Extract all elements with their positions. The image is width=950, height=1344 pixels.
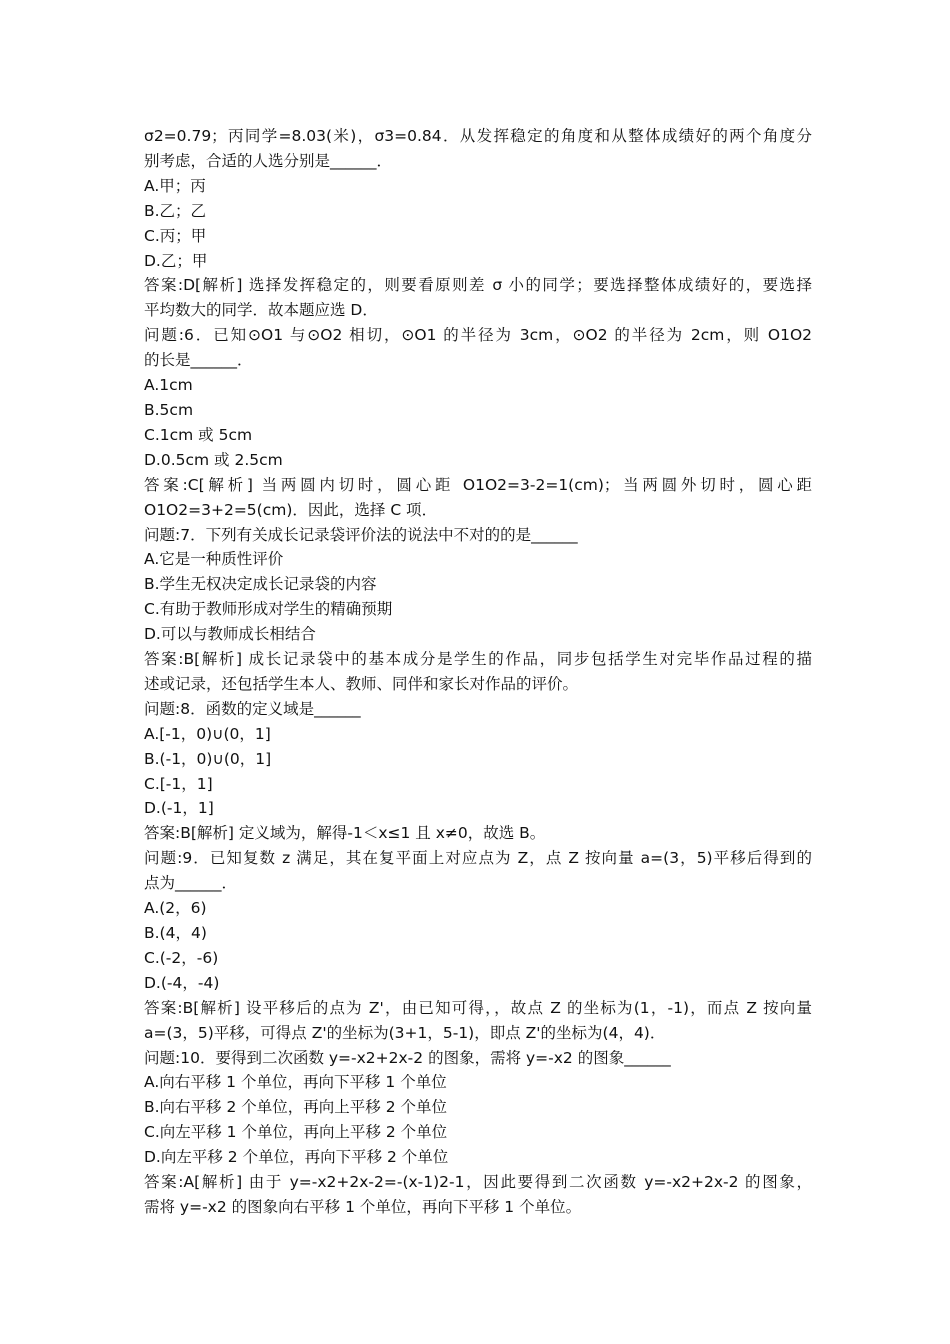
answer-line: 答案:B[解析] 设平移后的点为 Z'，由已知可得，，故点 Z 的坐标为(1，-1)，而点 Z 按向量 xyxy=(144,998,812,1017)
option-b: B.(-1，0)∪(0，1] xyxy=(144,749,272,768)
option-c: C.丙；甲 xyxy=(144,226,207,245)
option-d: D.(-1，1] xyxy=(144,799,214,818)
answer-line: 需将 y=-x2 的图象向右平移 1 个单位，再向下平移 1 个单位。 xyxy=(144,1197,582,1216)
option-b: B.向右平移 2 个单位，再向上平移 2 个单位 xyxy=(144,1098,447,1117)
option-d: D.向左平移 2 个单位，再向下平移 2 个单位 xyxy=(144,1148,449,1167)
text-line-2: 别考虑，合适的人选分别是______． xyxy=(144,151,393,170)
question-7: 问题:7．下列有关成长记录袋评价法的说法中不对的的是______ xyxy=(144,525,578,544)
option-b: B.乙；乙 xyxy=(144,201,207,220)
option-c: C.向左平移 1 个单位，再向上平移 2 个单位 xyxy=(144,1123,448,1142)
option-a: A.(2，6) xyxy=(144,899,207,918)
answer-line: 答案:B[解析] 成长记录袋中的基本成分是学生的作品，同步包括学生对完毕作品过程的描 xyxy=(144,650,812,669)
option-c: C.1cm 或 5cm xyxy=(144,425,253,444)
answer-line: 答案:D[解析] 选择发挥稳定的，则要看原则差 σ 小的同学；要选择整体成绩好的，要选择 xyxy=(144,276,812,295)
option-c: C.(-2，-6) xyxy=(144,948,219,967)
document-page xyxy=(144,124,812,1220)
option-c: C.有助于教师形成对学生的精确预期 xyxy=(144,600,393,619)
answer-line: 答案:A[解析] 由于 y=-x2+2x-2=-(x-1)2-1，因此要得到二次函数 y=-x2+2x-2 的图象， xyxy=(144,1173,812,1192)
option-d: D.乙；甲 xyxy=(144,251,208,270)
question-10: 问题:10．要得到二次函数 y=-x2+2x-2 的图象，需将 y=-x2 的图象______ xyxy=(144,1048,671,1067)
answer-line: 答案:B[解析] 定义域为，解得-1＜x≤1 且 x≠0，故选 B。 xyxy=(144,824,546,843)
answer-line: 平均数大的同学．故本题应选 D． xyxy=(144,301,378,320)
question-8: 问题:8．函数的定义域是______ xyxy=(144,699,361,718)
answer-line: 述或记录，还包括学生本人、教师、同伴和家长对作品的评价。 xyxy=(144,674,579,693)
option-b: B.(4，4) xyxy=(144,924,207,942)
option-c: C.[-1，1] xyxy=(144,774,213,793)
option-d: D.(-4，-4) xyxy=(144,973,220,992)
option-b: B.5cm xyxy=(144,400,194,419)
answer-line: 答案:C[解析] 当两圆内切时，圆心距 O1O2=3-2=1(cm)；当两圆外切时，圆心距 xyxy=(144,475,812,494)
option-a: A.甲；丙 xyxy=(144,176,206,195)
option-b: B.学生无权决定成长记录袋的内容 xyxy=(144,575,377,594)
option-d: D.可以与教师成长相结合 xyxy=(144,625,316,644)
question-6: 问题:6．已知⊙O1 与⊙O2 相切，⊙O1 的半径为 3cm，⊙O2 的半径为 2cm，则 O1O2 xyxy=(144,326,812,345)
question-9-cont: 点为______． xyxy=(144,874,238,893)
question-9: 问题:9．已知复数 z 满足，其在复平面上对应点为 Z，点 Z 按向量 a=(3，5)平移后得到的 xyxy=(144,849,812,868)
option-a: A.1cm xyxy=(144,376,193,395)
option-d: D.0.5cm 或 2.5cm xyxy=(144,450,283,469)
answer-line: O1O2=3+2=5(cm)．因此，选择 C 项． xyxy=(144,500,438,519)
text-line-1: σ2=0.79；丙同学=8.03(米)，σ3=0.84．从发挥稳定的角度和从整体成绩好的两个角度分 xyxy=(144,127,812,145)
option-a: A.向右平移 1 个单位，再向下平移 1 个单位 xyxy=(144,1073,447,1092)
answer-line: a=(3，5)平移，可得点 Z'的坐标为(3+1，5-1)，即点 Z'的坐标为(4，4)． xyxy=(144,1023,666,1042)
option-a: A.[-1，0)∪(0，1] xyxy=(144,724,271,743)
question-6-cont: 的长是______． xyxy=(144,351,253,370)
option-a: A.它是一种质性评价 xyxy=(144,550,284,569)
